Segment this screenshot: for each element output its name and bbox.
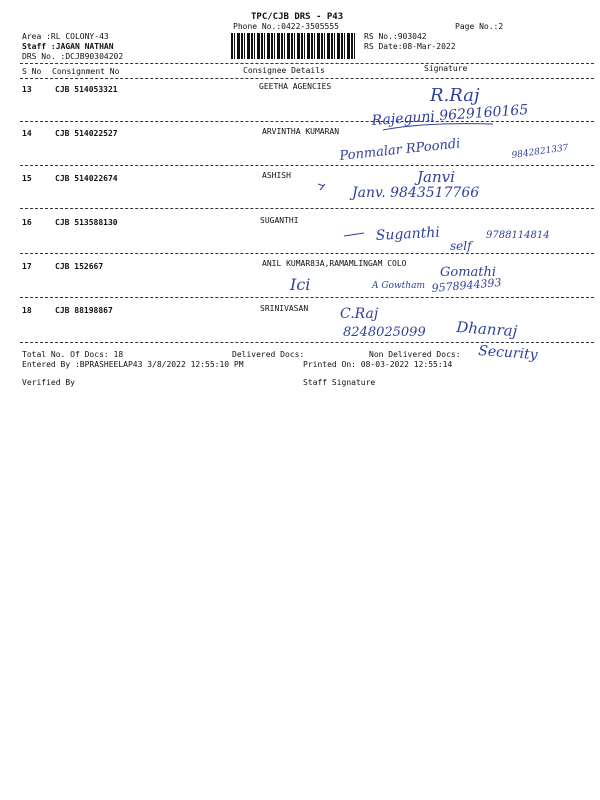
rs-number: RS No.:903042 [364,32,427,41]
row-sno: 14 [22,129,32,138]
row-sno: 13 [22,85,32,94]
handwriting: Ici [290,275,311,294]
col-header-signature: Signature [424,64,468,73]
page-number: Page No.:2 [455,22,504,31]
row-sno: 18 [22,306,32,315]
row-divider [20,342,594,343]
col-header-consignment: Consignment No [52,67,120,76]
row-consignee: ARVINTHA KUMARAN [262,127,340,136]
delivered-docs: Delivered Docs: [232,350,305,359]
row-consignment-no: CJB 514022527 [55,129,118,138]
row-consignment-no: CJB 514053321 [55,85,118,94]
col-header-sno: S No [22,67,42,76]
col-header-consignee: Consignee Details [243,66,325,75]
row-consignment-no: CJB 88198867 [55,306,113,315]
row-divider [20,121,594,122]
row-consignment-no: CJB 514022674 [55,174,118,183]
row-divider [20,165,594,166]
row-sno: 15 [22,174,32,183]
row-consignee: ANIL KUMAR83A,RAMAMLINGAM COLO [262,259,407,268]
handwriting: Security [477,343,539,364]
area-field: Area :RL COLONY-43 [22,32,109,41]
staff-signature: Staff Signature [303,378,376,387]
handwriting: 8248025099 [343,325,426,340]
handwriting: R.Raj [430,85,480,106]
handwriting: Janv. 9843517766 [352,185,480,201]
barcode [231,33,357,59]
handwriting: A Gowtham [372,281,425,291]
row-consignee: SUGANTHI [260,216,299,225]
handwriting: 9578944393 [431,275,502,295]
row-sno: 17 [22,262,32,271]
divider [20,78,594,79]
verified-by: Verified By [22,378,75,387]
total-docs: Total No. Of Docs: 18 [22,350,124,359]
handwriting: Gomathi [440,265,497,280]
printed-on: Printed On: 08-03-2022 12:55:14 [303,360,453,369]
row-divider [20,253,594,254]
non-delivered-docs: Non Delivered Docs: [369,350,461,359]
handwriting: Rajeguni 9629160165 [371,102,529,129]
row-sno: 16 [22,218,32,227]
row-consignee: ASHISH [262,171,291,180]
row-consignment-no: CJB 513588130 [55,218,118,227]
handwriting: Suganthi [375,224,441,244]
row-divider [20,297,594,298]
row-consignee: GEETHA AGENCIES [259,82,332,91]
rs-date: RS Date:08-Mar-2022 [364,42,456,51]
phone-number: Phone No.:0422-3505555 [233,22,339,31]
document-title: TPC/CJB DRS - P43 [251,12,344,22]
drs-number: DRS No. :DCJB90304202 [22,52,124,61]
handwriting: 9788114814 [486,230,550,241]
handwriting: Dhanraj [455,318,518,341]
staff-field: Staff :JAGAN NATHAN [22,42,114,51]
divider [20,63,594,64]
entered-by: Entered By :BPRASHEELAP43 3/8/2022 12:55:10 PM [22,360,244,369]
handwriting: self [450,239,472,253]
handwriting: C.Raj [340,306,379,322]
row-divider [20,208,594,209]
handwriting: 9842821337 [511,143,570,161]
handwriting: Ponmalar RPoondi [338,136,462,164]
row-consignment-no: CJB 152667 [55,262,104,271]
handwriting: Janvi [417,168,455,186]
row-consignee: SRINIVASAN [260,304,309,313]
